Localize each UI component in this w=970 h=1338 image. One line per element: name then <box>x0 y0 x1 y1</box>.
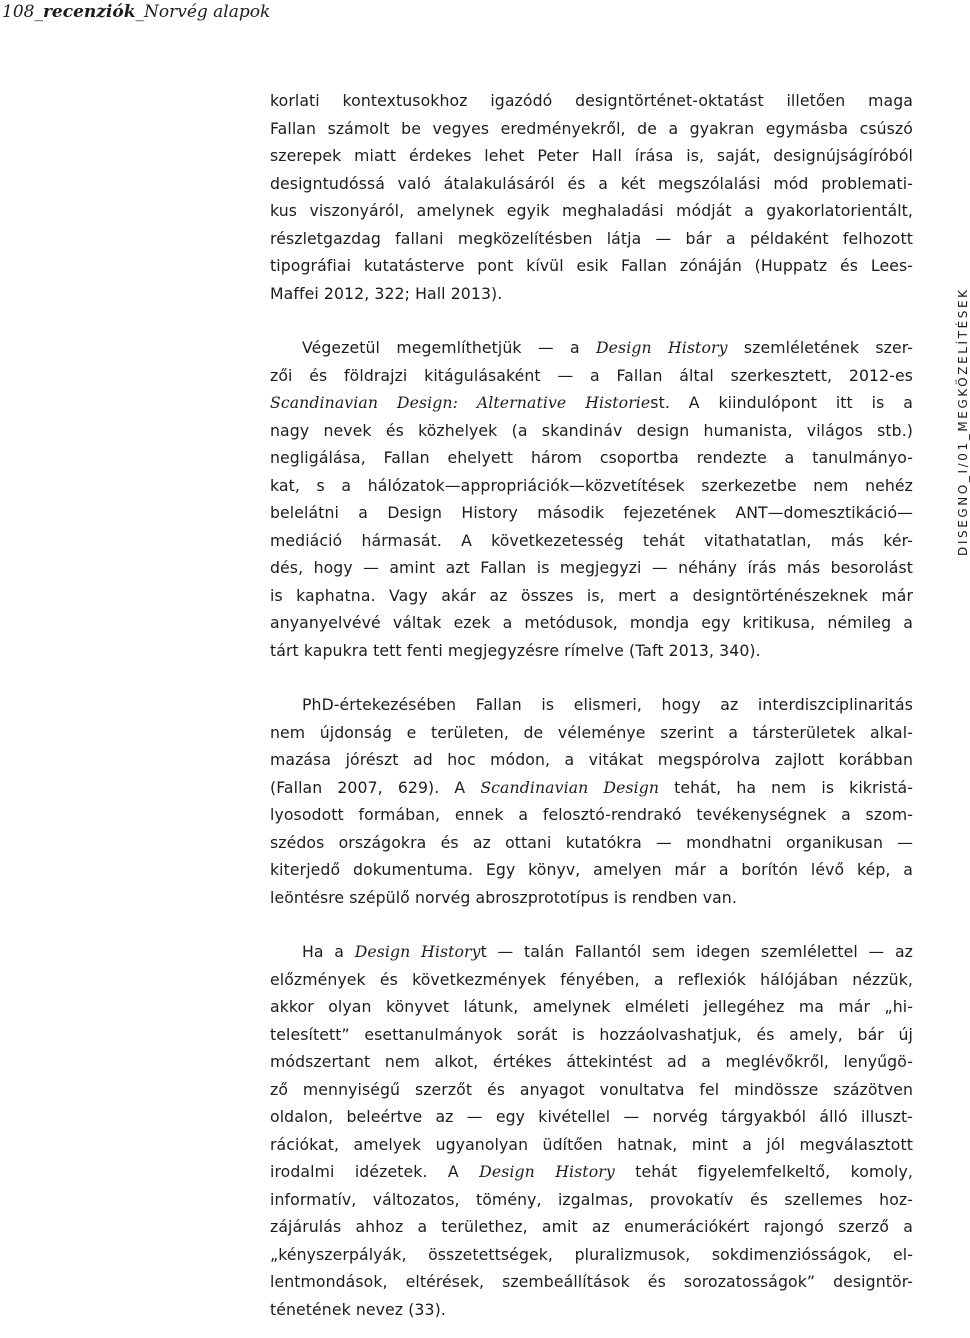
text-run: designtudóssá való átalakulásáról és a két megszólalási mód problemati- <box>270 173 913 193</box>
text-run: korlati kontextusokhoz igazódó designtörténet-oktatást illetően maga <box>270 91 913 110</box>
text-run: kiterjedő dokumentuma. Egy könyv, amelyen már a borítón lévő kép, a <box>270 860 913 879</box>
italic-title: Design History <box>596 338 728 357</box>
text-run: módszertant nem alkot, értékes áttekintést ad a meglévőkről, lenyűgö- <box>270 1052 913 1071</box>
text-run: „kényszerpályák, összetettségek, pluralizmusok, sokdimenziósságok, el- <box>270 1244 913 1264</box>
text-line <box>270 1048 913 1076</box>
italic-title: Design History <box>479 1162 615 1181</box>
text-line <box>270 856 913 884</box>
text-run: ténetének nevez (33). <box>270 1299 446 1319</box>
text-line <box>270 225 913 253</box>
text-line <box>270 472 913 500</box>
text-run: Ha a <box>302 942 355 961</box>
running-head <box>2 0 270 26</box>
text-run: leöntésre szépülő norvég abroszprototípus is rendben van. <box>270 887 737 907</box>
article-title: Norvég alapok <box>143 2 271 22</box>
text-line <box>270 499 913 527</box>
text-line <box>270 1103 913 1131</box>
text-run: Maffei 2012, 322; Hall 2013). <box>270 283 503 303</box>
text-run: szemléletének szer- <box>727 338 913 357</box>
text-run: lyosodott formában, ennek a felosztó-rendrakó tevékenységnek a szom- <box>270 805 913 824</box>
text-line <box>270 1021 913 1049</box>
text-run: PhD-értekezésében Fallan is elismeri, hogy az interdiszciplinaritás <box>302 695 913 714</box>
text-line <box>270 252 913 280</box>
text-line <box>270 417 913 445</box>
paragraph-gap <box>270 307 913 334</box>
text-line <box>270 966 913 994</box>
text-line <box>270 87 913 115</box>
paragraph <box>270 938 913 1323</box>
body-text <box>270 87 913 1323</box>
text-run: anyanyelvévé váltak ezek a metódusok, mondja egy kritikusa, némileg a <box>270 613 913 632</box>
running-head-separator: _ <box>34 2 43 22</box>
text-run: kat, s a hálózatok—appropriációk—közvetítések szerkezetbe nem nehéz <box>270 475 913 495</box>
text-run: előzmények és következmények fényében, a reflexiók hálójában nézzük, <box>270 969 913 989</box>
text-line <box>270 115 913 143</box>
text-run: (Fallan 2007, 629). A <box>270 777 481 797</box>
text-run: nagy nevek és közhelyek (a skandináv design humanista, világos stb.) <box>270 420 913 440</box>
text-run: t — talán Fallantól sem idegen szemlélettel — az <box>480 942 913 961</box>
text-line <box>270 1186 913 1214</box>
text-run: Fallan számolt be vegyes eredményekről, de a gyakran egymásba csúszó <box>270 118 913 138</box>
text-line <box>270 938 913 966</box>
paragraph <box>270 691 913 911</box>
text-run: szédos országokra és az ottani kutatókra — mondhatni organikusan — <box>270 832 913 852</box>
text-line <box>270 1158 913 1186</box>
text-run: tipográfiai kutatásterve pont kívül esik Fallan zónáján (Huppatz és Lees- <box>270 256 913 275</box>
text-run: irodalmi idézetek. A <box>270 1162 480 1181</box>
text-line <box>270 527 913 555</box>
text-line <box>270 801 913 829</box>
text-line <box>270 142 913 170</box>
text-line <box>270 362 913 390</box>
text-line <box>270 1131 913 1159</box>
page-number: 108 <box>2 2 35 22</box>
text-run: mediáció hármasát. A következetesség tehát vitathatatlan, más kér- <box>270 530 913 550</box>
text-run: nem újdonság e területen, de véleménye szerint a társterületek alkal- <box>270 722 913 742</box>
text-run: is kaphatna. Vagy akár az összes is, mert a designtörténészeknek már <box>270 585 913 605</box>
text-line <box>270 691 913 719</box>
text-line <box>270 334 913 362</box>
text-line <box>270 774 913 802</box>
text-run: dés, hogy — amint azt Fallan is megjegyzi — néhány írás más besorolást <box>270 558 913 577</box>
text-line <box>270 993 913 1021</box>
text-line <box>270 609 913 637</box>
text-line <box>270 444 913 472</box>
text-run: telesített” esettanulmányok sorát is hozzáolvashatjuk, és amely, bár új <box>270 1024 913 1044</box>
italic-title: Scandinavian Design <box>480 777 660 797</box>
text-run: zői és földrajzi kitágulásaként — a Fallan által szerkesztett, 2012-es <box>270 365 913 385</box>
text-line <box>270 1213 913 1241</box>
text-line <box>270 582 913 610</box>
text-line <box>270 170 913 198</box>
text-run: akkor olyan könyvet látunk, amelynek elméleti jellegéhez ma már „hi- <box>270 997 913 1016</box>
text-run: részletgazdag fallani megközelítésben látja — bár a példaként felhozott <box>270 228 913 248</box>
text-line <box>270 719 913 747</box>
text-line <box>270 197 913 225</box>
text-run: lentmondások, eltérések, szembeállítások és sorozatosságok” designtör- <box>270 1272 913 1291</box>
journal-side-label: DISEGNO_I/01_MEGKÖZELÍTÉSEK <box>956 287 970 556</box>
paragraph <box>270 87 913 307</box>
text-run: rációkat, amelyek ugyanolyan üdítően hatnak, mint a jól megválasztott <box>270 1134 913 1154</box>
text-line <box>270 829 913 857</box>
text-run: st. A kiindulópont itt is a <box>650 393 913 412</box>
text-line <box>270 1268 913 1296</box>
text-run: tehát figyelemfelkeltő, komoly, <box>614 1162 913 1181</box>
text-run: Végezetül megemlíthetjük — a <box>302 338 596 357</box>
text-line <box>270 280 913 308</box>
text-line <box>270 746 913 774</box>
paragraph-gap <box>270 911 913 938</box>
text-line <box>270 1076 913 1104</box>
text-run: negligálása, Fallan ehelyett három csoportba rendezte a tanulmányo- <box>270 448 913 467</box>
text-run: mazása jórészt ad hoc módon, a vitákat megspórolva zajlott korábban <box>270 750 913 769</box>
text-run: ző mennyiségű szerzőt és anyagot vonultatva fel mindössze százötven <box>270 1079 913 1099</box>
text-run: tárt kapukra tett fenti megjegyzésre rímelve (Taft 2013, 340). <box>270 640 761 660</box>
text-line <box>270 637 913 665</box>
section-name: recenziók <box>42 2 136 22</box>
text-run: zájárulás ahhoz a területhez, amit az enumerációkért rajongó szerző a <box>270 1217 913 1236</box>
text-line <box>270 1296 913 1324</box>
paragraph-gap <box>270 664 913 691</box>
text-line <box>270 389 913 417</box>
text-run: belelátni a Design History második fejezetének ANT—domesztikáció— <box>270 503 913 522</box>
italic-title: Scandinavian Design: Alternative Historie <box>270 393 651 412</box>
text-run: kus viszonyáról, amelynek egyik meghaladási módját a gyakorlatorientált, <box>270 201 913 220</box>
text-run: szerepek miatt érdekes lehet Peter Hall írása is, saját, designújságíróból <box>270 146 913 165</box>
running-head-separator: _ <box>135 2 144 22</box>
text-line <box>270 1241 913 1269</box>
text-line <box>270 554 913 582</box>
text-run: tehát, ha nem is kikristá- <box>659 777 913 797</box>
text-run: oldalon, beleértve az — egy kivétellel — norvég tárgyakból álló illuszt- <box>270 1107 913 1126</box>
italic-title: Design History <box>354 942 481 961</box>
text-run: informatív, változatos, tömény, izgalmas, provokatív és szellemes hoz- <box>270 1189 913 1209</box>
text-line <box>270 884 913 912</box>
paragraph <box>270 334 913 664</box>
